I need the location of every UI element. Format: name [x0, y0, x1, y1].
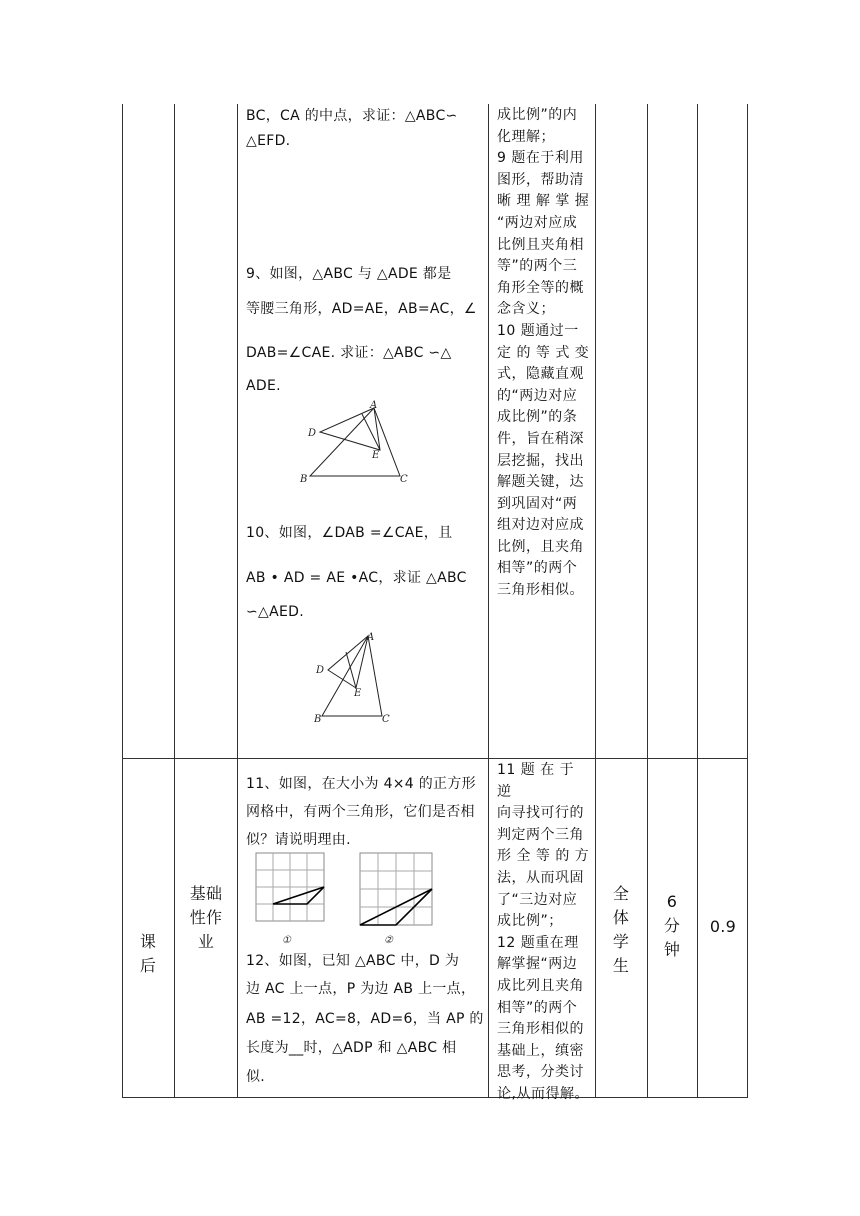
intent-line: 11 题 在 于 逆	[497, 762, 575, 800]
q11-line1: 11、如图，在大小为 4×4 的正方形	[246, 776, 476, 792]
table-border-right	[747, 104, 748, 1098]
q10-label-e: E	[354, 688, 362, 699]
intent-line: 比例且夹角相	[497, 236, 584, 253]
homework-type-label: 基础性作业	[189, 884, 223, 951]
q11-line2: 网格中，有两个三角形，它们是否相	[246, 804, 475, 820]
table-divider-3	[488, 104, 489, 1098]
intent-line: 定 的 等 式 变	[497, 344, 590, 361]
table-divider-5	[647, 104, 648, 1098]
intent-line: 论,从而得解。	[497, 1085, 589, 1102]
q10-label-a: A	[367, 632, 375, 643]
grid-1	[256, 853, 324, 921]
intent-line: 了“三边对应	[497, 891, 578, 908]
intent-line: 法，从而巩固	[497, 869, 584, 886]
q10-label-d: D	[316, 665, 325, 676]
q10-line2: AB • AD = AE •AC，求证 △ABC	[246, 570, 467, 586]
intent-line: 件，旨在稍深	[497, 430, 584, 447]
intent-line: 思考，分类讨	[497, 1064, 584, 1081]
q8-tail-line1: BC，CA 的中点，求证：△ABC∽	[246, 108, 458, 124]
q9-line3: DAB=∠CAE. 求证：△ABC ∽△	[246, 345, 452, 361]
top-intent-text	[497, 105, 592, 602]
intent-line: 角形全等的概	[497, 279, 584, 296]
intent-line: 三角形相似的	[497, 1021, 584, 1038]
stage-label: 课后	[139, 932, 157, 975]
q9-line4: ADE.	[246, 378, 281, 394]
q10-line1: 10、如图，∠DAB =∠CAE，且	[246, 525, 453, 541]
intent-line: 12 题重在理	[497, 934, 579, 951]
time-estimate: 6分钟	[663, 892, 681, 959]
q12-line4: 长度为__时，△ADP 和 △ABC 相	[246, 1040, 457, 1056]
intent-line: 化理解；	[497, 128, 555, 145]
intent-line: 式，隐藏直观	[497, 366, 584, 383]
q9-label-e: E	[372, 450, 380, 461]
q9-triangle-figure	[296, 396, 416, 488]
q8-tail-line2: △EFD.	[246, 133, 291, 149]
intent-line: 成比例”的内	[497, 107, 578, 123]
q9-line2: 等腰三角形，AD=AE，AB=AC，∠	[246, 301, 477, 317]
table-divider-4	[595, 104, 596, 1098]
q9-label-a: A	[370, 400, 378, 411]
q10-label-b: B	[314, 714, 322, 725]
q11-grid-figures	[254, 850, 444, 946]
intent-line: 组对边对应成	[497, 517, 584, 534]
difficulty-score: 0.9	[709, 917, 737, 936]
q9-label-b: B	[300, 474, 308, 485]
intent-line: 向寻找可行的	[497, 805, 584, 822]
intent-line: 到巩固对“两	[497, 495, 578, 512]
grid-2	[360, 853, 432, 925]
intent-line: 相等”的两个	[497, 999, 578, 1016]
grid-label-1: ①	[282, 935, 291, 946]
intent-line: 晰 理 解 掌 握	[497, 193, 590, 210]
intent-line: 等”的两个三	[497, 258, 578, 275]
target-audience: 全体学生	[612, 884, 630, 975]
intent-line: 层挖掘，找出	[497, 452, 584, 469]
table-divider-1	[174, 104, 175, 1098]
intent-line: 成比例”的条	[497, 409, 578, 426]
q9-label-c: C	[400, 474, 408, 485]
q10-label-c: C	[382, 714, 390, 725]
q12-line5: 似.	[246, 1069, 266, 1085]
intent-line: 相等”的两个	[497, 560, 578, 577]
q9-label-d: D	[308, 428, 317, 439]
q11-line3: 似？请说明理由.	[246, 832, 351, 848]
q12-line1: 12、如图，已知 △ABC 中，D 为	[246, 953, 460, 969]
intent-line: 的“两边对应	[497, 387, 578, 404]
bottom-intent-text	[497, 760, 592, 1106]
intent-line: 念含义；	[497, 301, 555, 318]
intent-line: 比例，且夹角	[497, 538, 584, 555]
table-divider-2	[237, 104, 238, 1098]
table-border-bottom	[122, 1097, 748, 1098]
q10-triangle-figure	[310, 628, 394, 726]
intent-line: 判定两个三角	[497, 826, 584, 843]
row-divider	[122, 758, 748, 759]
q12-line2: 边 AC 上一点，P 为边 AB 上一点，	[246, 981, 476, 997]
grid-label-2: ②	[384, 935, 393, 946]
intent-line: 解掌握“两边	[497, 956, 578, 973]
intent-line: 基础上，缜密	[497, 1042, 584, 1059]
intent-line: 形 全 等 的 方	[497, 848, 590, 865]
intent-line: 10 题通过一	[497, 322, 579, 339]
intent-line: 三角形相似。	[497, 582, 584, 599]
q9-line1: 9、如图，△ABC 与 △ADE 都是	[246, 266, 452, 282]
intent-line: 9 题在于利用	[497, 150, 584, 167]
intent-line: 解题关键，达	[497, 474, 584, 491]
table-divider-6	[697, 104, 698, 1098]
intent-line: 图形，帮助清	[497, 171, 584, 188]
intent-line: 成比列且夹角	[497, 977, 584, 994]
q10-line3: ∽△AED.	[246, 604, 304, 620]
intent-line: 成比例”；	[497, 913, 563, 930]
table-border-left	[122, 104, 123, 1098]
q12-line3: AB =12，AC=8，AD=6，当 AP 的	[246, 1011, 484, 1027]
intent-line: “两边对应成	[497, 214, 578, 231]
triangle-1	[273, 887, 324, 904]
